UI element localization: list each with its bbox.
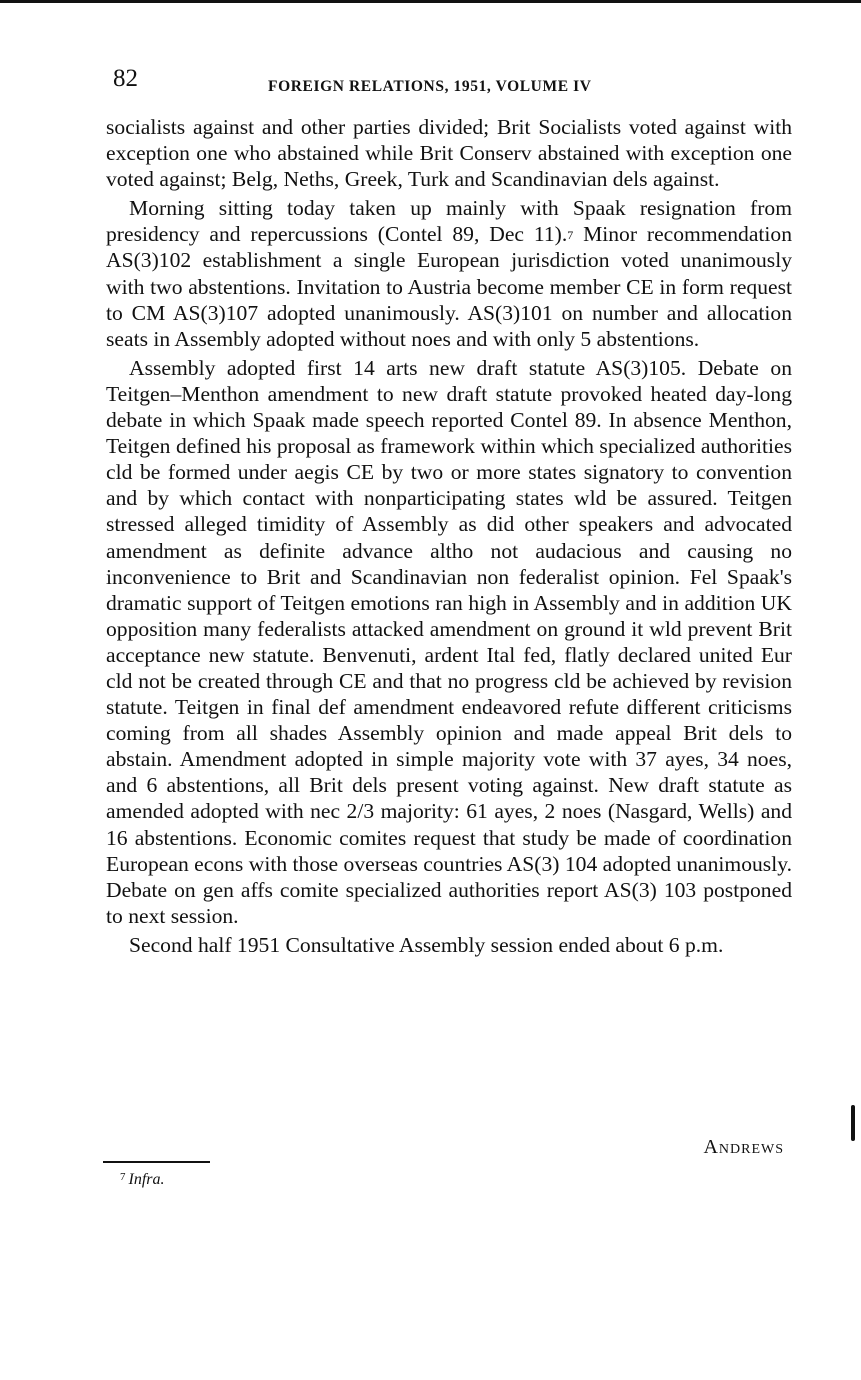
signature: Andrews [703,1136,784,1158]
paragraph-2-text-b: Minor recommendation AS(3)102 establishment a single European jurisdiction voted unanimously with two abstentions. Invitation to Austria become member CE in form request to CM AS(3)107 adopted unanimously. AS(3)101 on number and allocation seats in Assembly adopted without noes and with only 5 abstentions. [106,222,792,351]
running-title: FOREIGN RELATIONS, 1951, VOLUME IV [268,78,592,95]
footnote-text: Infra. [128,1171,165,1188]
footnote-reference[interactable]: 7 [567,228,574,243]
document-body [106,114,792,961]
footnote-mark: 7 [120,1171,126,1183]
top-border [0,0,861,3]
footnote [120,1171,165,1189]
footnote-divider [103,1161,210,1163]
paragraph-2-text-a: Morning sitting today taken up mainly with Spaak resignation from presidency and repercussions (Contel 89, Dec 11). [106,196,792,247]
paragraph-1: socialists against and other parties divided; Brit Socialists voted against with exception one who abstained while Brit Conserv abstained with exception one voted against; Belg, Neths, Greek, Turk and Scandinavian dels against. [106,115,792,192]
page-number: 82 [113,65,138,92]
paragraph-4: Second half 1951 Consultative Assembly session ended about 6 p.m. [129,932,724,957]
paragraph-3: Assembly adopted first 14 arts new draft statute AS(3)105. Debate on Teitgen–Menthon amendment to new draft statute provoked heated day-long debate in which Spaak made speech reported Contel 89. In absence Menthon, Teitgen defined his proposal as framework within which specialized authorities cld be formed under aegis CE by two or more states signatory to convention and by which contact with nonparticipating states wld be assured. Teitgen stressed alleged timidity of Assembly as did other speakers and advocated amendment as definite advance altho not audacious and causing no inconvenience to Brit and Scandinavian non federalist opinion. Fel Spaak's dramatic support of Teitgen emotions ran high in Assembly and in addition UK opposition many federalists attacked amendment on ground it wld prevent Brit acceptance new statute. Benvenuti, ardent Ital fed, flatly declared united Eur cld not be created through CE and that no progress cld be achieved by revision statute. Teitgen in final def amendment endeavored refute different criticisms coming from all shades Assembly opinion and made appeal Brit dels to abstain. Amendment adopted in simple majority vote with 37 ayes, 34 noes, and 6 abstentions, all Brit dels present voting against. New draft statute as amended adopted with nec 2/3 majority: 61 ayes, 2 noes (Nasgard, Wells) and 16 abstentions. Economic comites request that study be made of coordination European econs with those overseas countries AS(3) 104 adopted unanimously. Debate on gen affs comite specialized authorities report AS(3) 103 postponed to next session. [106,355,792,928]
page-edge-mark [851,1105,855,1141]
paragraph-2 [106,195,792,352]
